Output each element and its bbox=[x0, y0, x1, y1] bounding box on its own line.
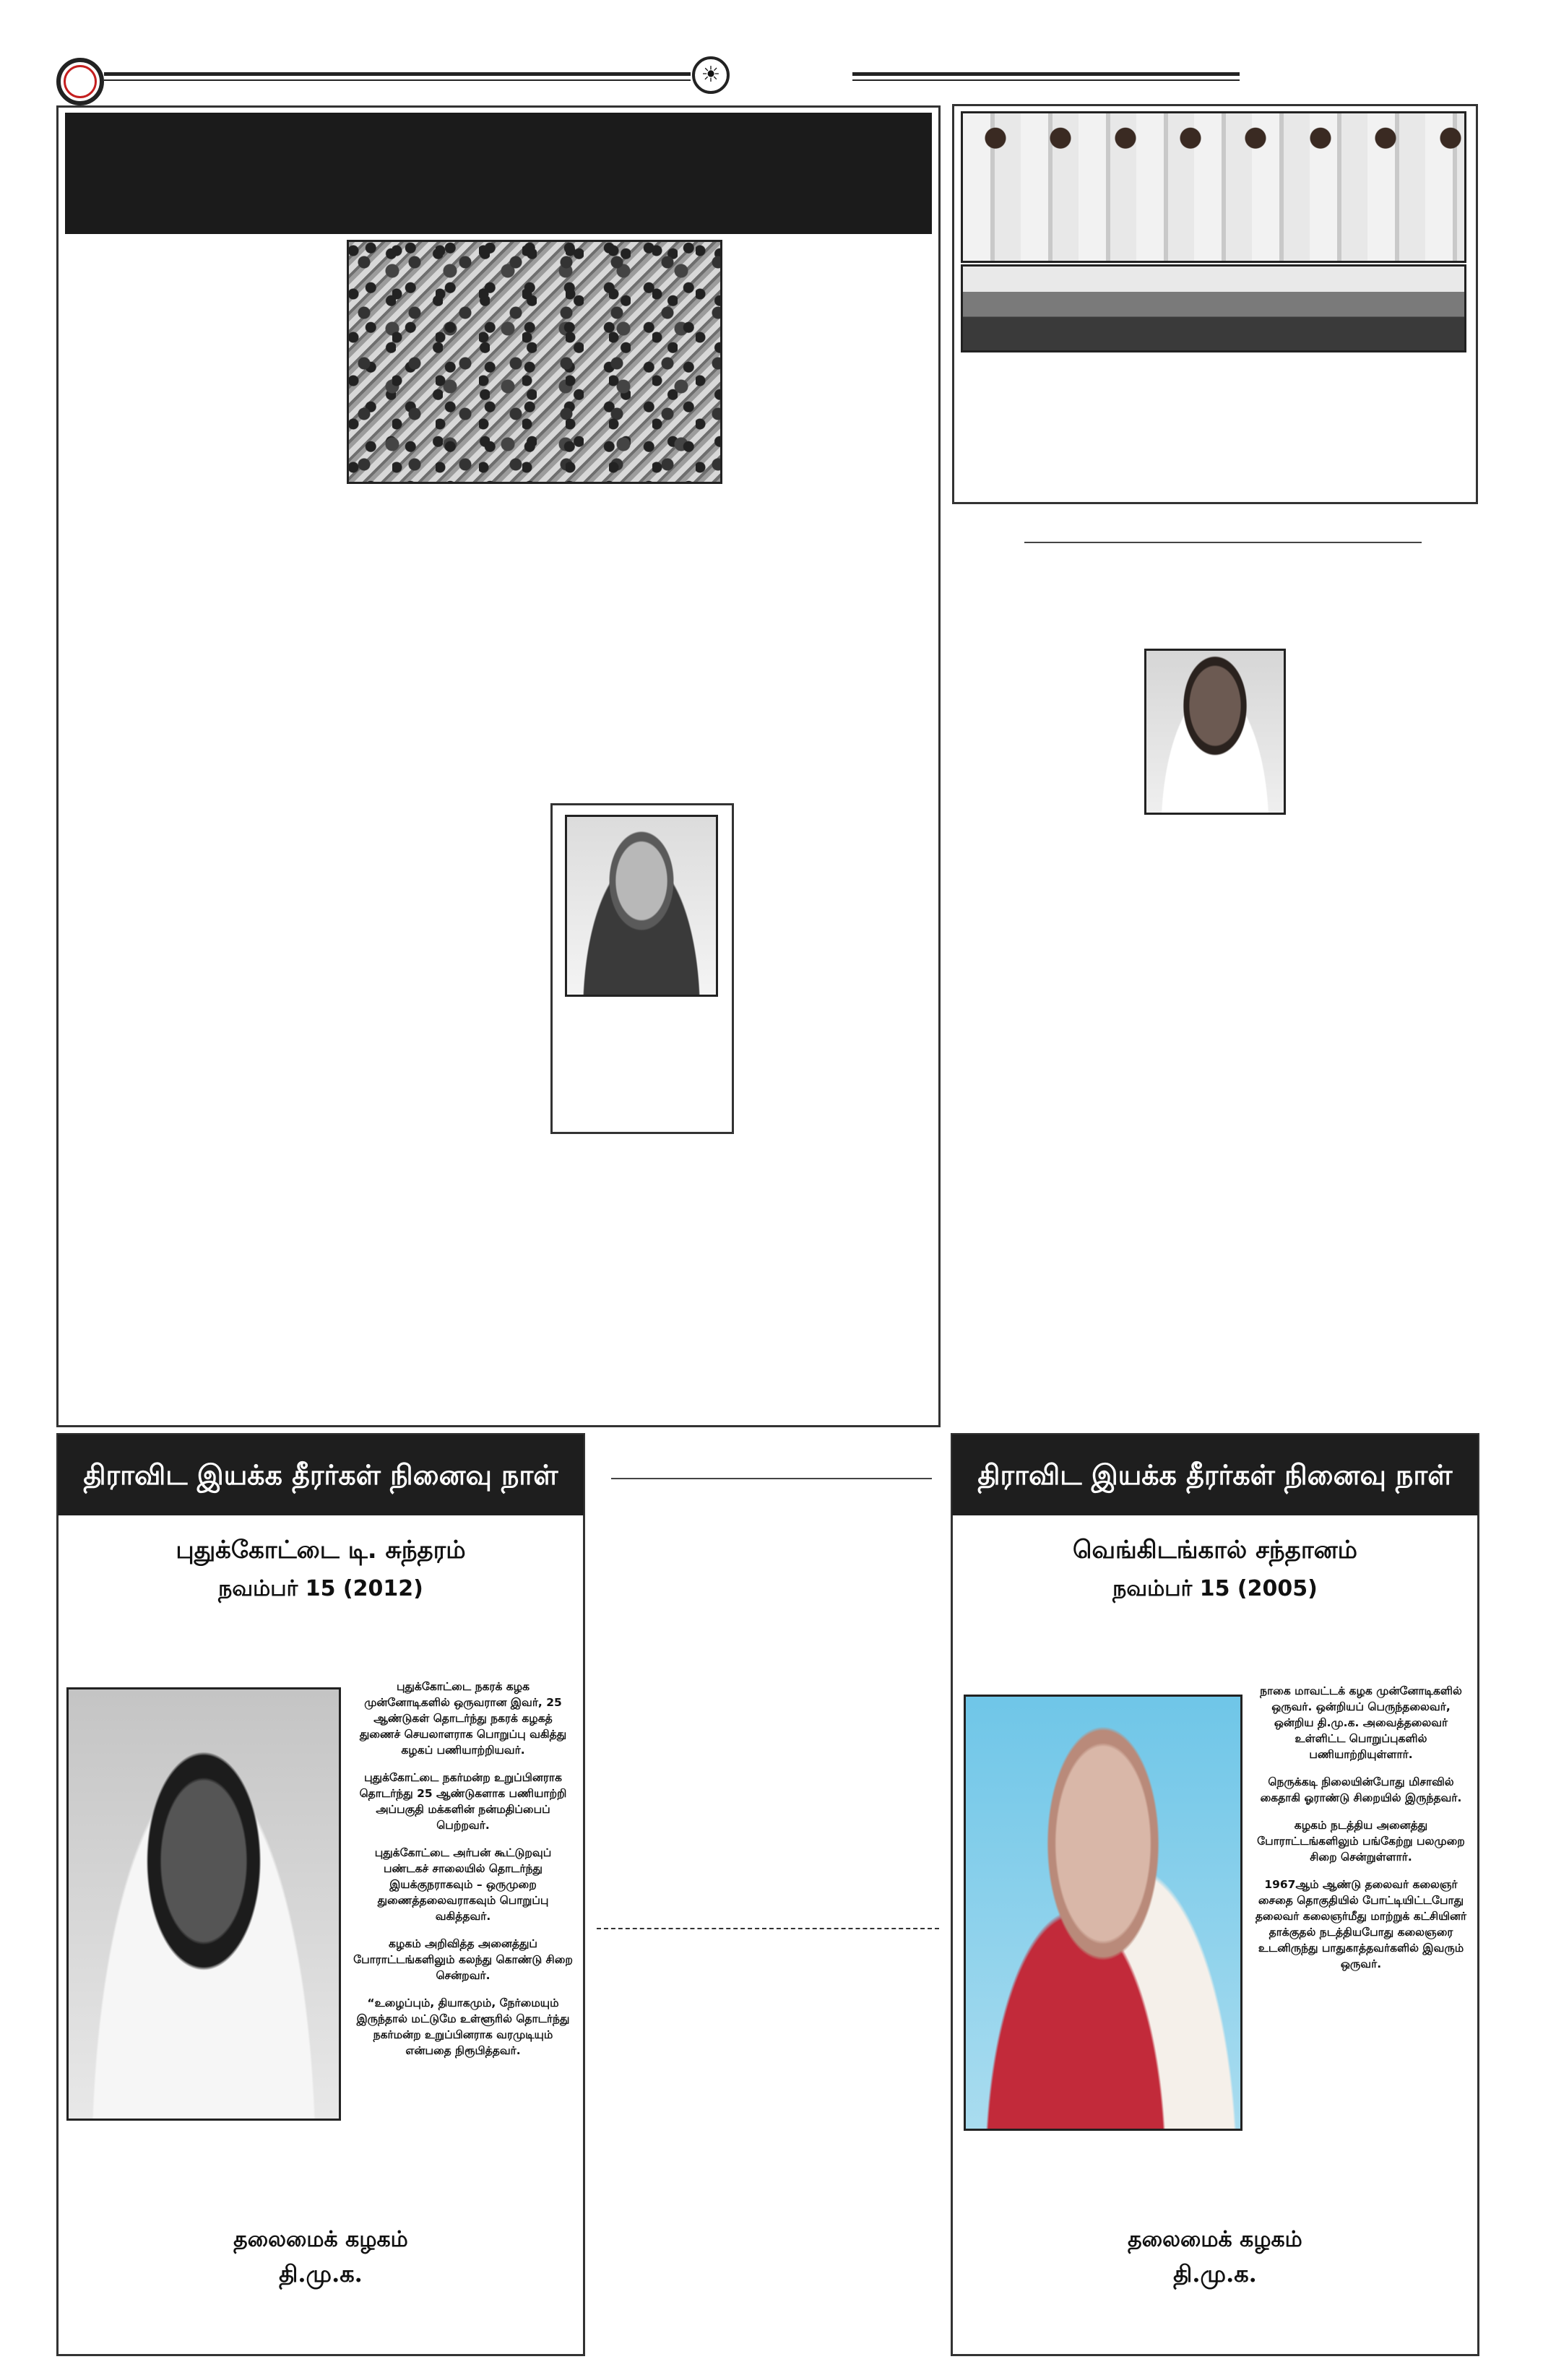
bio-paragraph: “உழைப்பும், தியாகமும், நேர்மையும் இருந்தால் மட்டுமே உள்ளூரில் தொடர்ந்து நகர்மன்ற உறுப்பினராக வரமுடியும் என்பதை நிரூபித்தவர். bbox=[356, 1996, 570, 2057]
memorial-bio bbox=[1253, 1683, 1469, 1983]
memorial-heading: திராவிட இயக்க தீரர்கள் நினைவு நாள் bbox=[952, 1435, 1478, 1515]
middle-rule bbox=[611, 1478, 932, 1479]
rally-crowd-photo bbox=[347, 240, 722, 484]
page-number-circle bbox=[56, 58, 104, 105]
header-rule-left-thin bbox=[104, 79, 691, 81]
memorial-heading: திராவிட இயக்க தீரர்கள் நினைவு நாள் bbox=[58, 1435, 584, 1515]
memorial-signature bbox=[952, 2223, 1478, 2291]
woman-portrait-photo bbox=[565, 815, 718, 997]
signature-line-1: தலைமைக் கழகம் bbox=[233, 2227, 408, 2252]
bio-paragraph: நெருக்கடி நிலையின்போது மிசாவில் கைதாகி ஓராண்டு சிறையில் இருந்தவர். bbox=[1260, 1775, 1462, 1804]
bio-paragraph: புதுக்கோட்டை அர்பன் கூட்டுறவுப் பண்டகச் சாலையில் தொடர்ந்து இயக்குநராகவும் – ஒருமுறை துணைத்தலைவராகவும் பொறுப்பு வகித்தவர். bbox=[374, 1846, 552, 1923]
memorial-name: புதுக்கோட்டை டி. சுந்தரம் bbox=[176, 1536, 466, 1565]
header-rule-right-thick bbox=[852, 72, 1240, 76]
rising-sun-emblem-icon: ☀ bbox=[692, 56, 730, 94]
bio-paragraph: 1967ஆம் ஆண்டு தலைவர் கலைஞர் சைதை தொகுதியில் போட்டியிட்டபோது தலைவர் கலைஞர்மீது மாற்றுக் கட்சியினர் தாக்குதல் நடத்தியபோது கலைஞரை உடனிருந்து பாதுகாத்தவர்களில் இவரும் ஒருவர். bbox=[1255, 1878, 1467, 1970]
bio-paragraph: நாகை மாவட்டக் கழக முன்னோடிகளில் ஒருவர். ஒன்றியப் பெருந்தலைவர், ஒன்றிய தி.மு.க. அவைத்தலைவர் உள்ளிட்ட பொறுப்புகளில் பணியாற்றியுள்ளார். bbox=[1260, 1684, 1462, 1761]
bio-paragraph: கழகம் நடத்திய அனைத்து போராட்டங்களிலும் பங்கேற்று பலமுறை சிறை சென்றுள்ளார். bbox=[1257, 1819, 1465, 1864]
memorial-bio bbox=[353, 1679, 574, 2070]
middle-dashed-rule bbox=[597, 1928, 939, 1929]
bio-paragraph: புதுக்கோட்டை நகரக் கழக முன்னோடிகளில் ஒருவரான இவர், 25 ஆண்டுகள் தொடர்ந்து நகரக் கழகத் துணைச் செயலாளராக பொறுப்பு வகித்து கழகப் பணியாற்றியவர். bbox=[359, 1680, 567, 1757]
memorial-signature bbox=[58, 2223, 584, 2291]
memorial-date: நவம்பர் 15 (2012) bbox=[218, 1576, 423, 1601]
header-rule-right-thin bbox=[852, 79, 1240, 81]
header-rule-left-thick bbox=[104, 72, 691, 76]
signature-line-2: தி.மு.க. bbox=[1173, 2260, 1257, 2288]
bio-paragraph: புதுக்கோட்டை நகர்மன்ற உறுப்பினராக தொடர்ந்து 25 ஆண்டுகளாக பணியாற்றி அப்பகுதி மக்களின் நன்மதிப்பைப் பெற்றவர். bbox=[359, 1771, 567, 1832]
memorial-name: வெங்கிடங்கால் சந்தானம் bbox=[1073, 1536, 1357, 1565]
signature-line-1: தலைமைக் கழகம் bbox=[1128, 2227, 1302, 2252]
highway-photo bbox=[961, 264, 1466, 352]
bio-paragraph: கழகம் அறிவித்த அனைத்துப் போராட்டங்களிலும் கலந்து கொண்டு சிறை சென்றவர். bbox=[353, 1937, 573, 1982]
man-portrait-photo bbox=[1144, 649, 1286, 815]
santhanam-portrait-photo bbox=[964, 1695, 1242, 2131]
group-march-photo bbox=[961, 111, 1466, 263]
column-divider-line bbox=[1024, 542, 1422, 543]
signature-line-2: தி.மு.க. bbox=[279, 2260, 363, 2288]
memorial-date: நவம்பர் 15 (2005) bbox=[1112, 1576, 1318, 1601]
sundaram-portrait-photo bbox=[66, 1687, 341, 2121]
article-headline-banner bbox=[65, 113, 932, 234]
